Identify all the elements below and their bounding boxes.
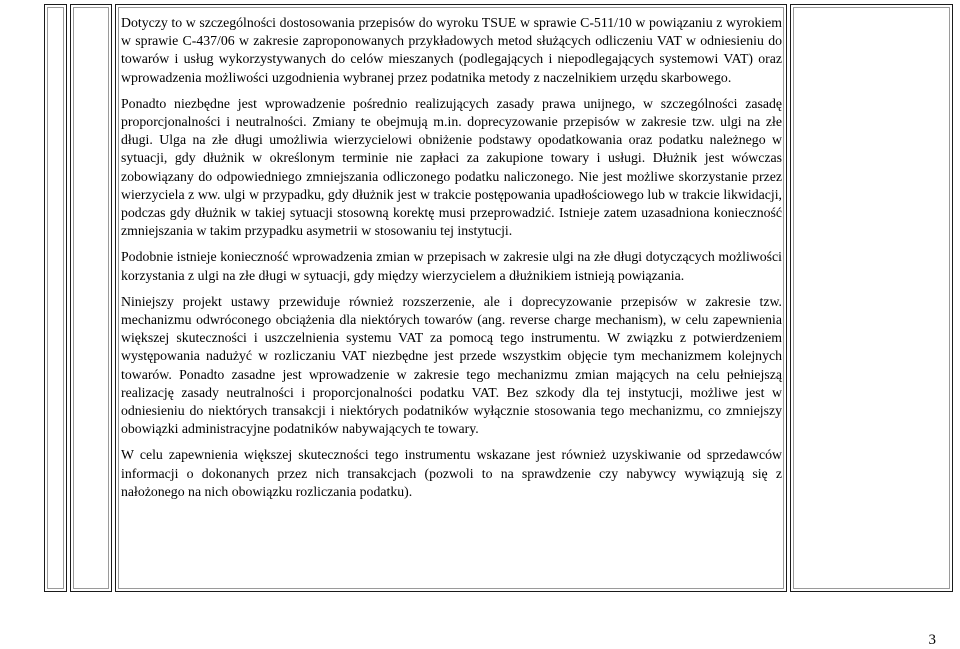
table-cell-notes — [790, 4, 953, 592]
table-cell-margin — [44, 4, 67, 592]
table-cell-content — [115, 4, 787, 592]
paragraph: Podobnie istnieje konieczność wprowadzenia zmian w przepisach w zakresie ulgi na złe długi dotyczących możliwości korzystania z ulgi na złe długi w sytuacji, gdy między wierzycielem a dłużnikiem istnieją powiązania. — [121, 249, 782, 283]
document-table — [44, 4, 958, 592]
page-number: 3 — [928, 632, 936, 648]
paragraph: Ponadto niezbędne jest wprowadzenie pośrednio realizujących zasady prawa unijnego, w szczególności zasadę proporcjonalności i neutralności. Zmiany te obejmują m.in. doprecyzowanie przepisów w zakresie tzw. ulgi na złe długi. Ulga na złe długi umożliwia wierzycielowi obniżenie podstawy opodatkowania oraz podatku należnego w sytuacji, gdy dłużnik w określonym terminie nie zapłaci za zakupione towary i usługi. Dłużnik jest wówczas zobowiązany do odpowiedniego zmniejszania odliczonego podatku naliczonego. Nie jest możliwe skorzystanie przez wierzyciela z ww. ulgi w przypadku, gdy dłużnik jest w trakcie postępowania upadłościowego lub w trakcie likwidacji, podczas gdy dłużnik w takiej sytuacji stosowną korektę musi przeprowadzić. Istnieje zatem uzasadniona konieczność zmniejszania w takim przypadku asymetrii w stosowaniu tej instytucji. — [121, 95, 782, 239]
paragraph: Niniejszy projekt ustawy przewiduje również rozszerzenie, ale i doprecyzowanie przepisów w zakresie tzw. mechanizmu odwróconego obciążenia dla niektórych towarów (ang. reverse charge mechanism), w celu zapewnienia większej skuteczności i uszczelnienia systemu VAT za pomocą tego instrumentu. W związku z potwierdzeniem występowania nadużyć w rozliczaniu VAT niezbędne jest przede wszystkim objęcie tym mechanizmem kolejnych towarów. Ponadto zasadne jest wprowadzenie w zakresie tego mechanizmu zmian mających na celu pełniejszą realizację zasady neutralności i proporcjonalności podatku VAT. Bez szkody dla tej instytucji, możliwe jest w odniesieniu do niektórych transakcji i niektórych podatników wyłącznie stosowania tego mechanizmu, co zmniejszy obowiązki administracyjne podatników nabywających te towary. — [121, 293, 782, 437]
paragraph: Dotyczy to w szczególności dostosowania przepisów do wyroku TSUE w sprawie C-511/10 w powiązaniu z wyrokiem w sprawie C-437/06 w zakresie zaproponowanych przykładowych metod służących odliczeniu VAT w odniesieniu do towarów i usług wykorzystywanych do celów mieszanych (podlegających i niepodlegających systemowi VAT) oraz wprowadzenia możliwości uzgodnienia wybranej przez podatnika metody z naczelnikiem urzędu skarbowego. — [121, 15, 782, 85]
paragraph: W celu zapewnienia większej skuteczności tego instrumentu wskazane jest również uzyskiwanie od sprzedawców informacji o dokonanych przez nich transakcjach (pozwoli to na sprawdzenie czy nabywcy wywiązują się z nałożonego na nich obowiązku rozliczania podatku). — [121, 447, 782, 499]
table-cell-number — [70, 4, 112, 592]
